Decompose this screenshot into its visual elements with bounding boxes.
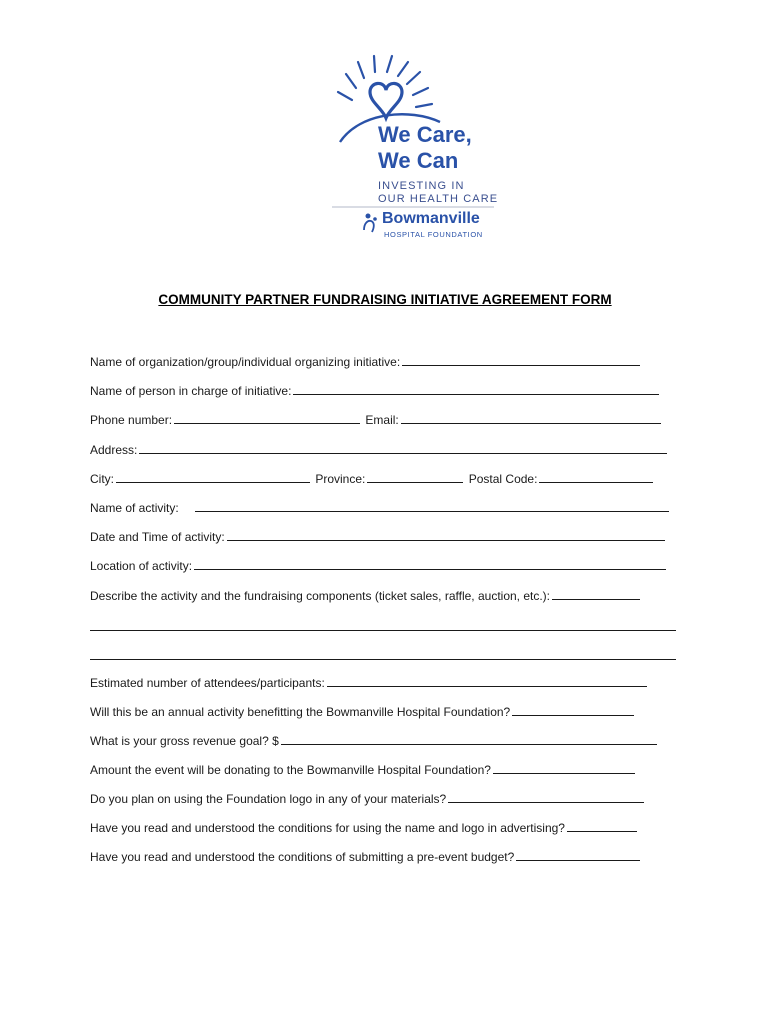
brand-subtitle: HOSPITAL FOUNDATION	[384, 230, 483, 239]
logo-use-input[interactable]	[448, 791, 644, 803]
logo-title-line2: We Can	[378, 148, 459, 173]
logo-tagline2: OUR HEALTH CARE	[378, 193, 499, 205]
field-label: Name of activity:	[90, 501, 179, 515]
brand-name: Bowmanville	[382, 210, 480, 227]
form-title: COMMUNITY PARTNER FUNDRAISING INITIATIVE AGREEMENT FORM	[158, 292, 612, 307]
field-label: Postal Code:	[468, 472, 538, 486]
field-label: Location of activity:	[90, 559, 193, 573]
field-gross-goal	[90, 733, 659, 748]
field-label: Have you read and understood the conditions for using the name and logo in advertising?	[90, 821, 565, 835]
conditions-logo-input[interactable]	[567, 820, 637, 832]
gross-goal-input[interactable]	[281, 733, 657, 745]
field-label: City:	[90, 472, 114, 486]
annual-input[interactable]	[512, 704, 634, 716]
logo-title-line1: We Care,	[378, 122, 472, 147]
org-name-input[interactable]	[402, 354, 640, 366]
field-annual	[90, 704, 636, 719]
field-org-name	[90, 354, 642, 369]
field-activity-name	[90, 500, 671, 515]
address-input[interactable]	[139, 442, 667, 454]
field-label: Address:	[90, 443, 138, 457]
phone-input[interactable]	[174, 412, 360, 424]
field-attendees	[90, 675, 649, 690]
field-label: Estimated number of attendees/participants:	[90, 676, 325, 690]
field-person-in-charge	[90, 383, 661, 398]
field-label: Have you read and understood the conditions of submitting a pre-event budget?	[90, 850, 515, 864]
describe-input-line-2[interactable]	[90, 630, 676, 631]
family-figure-icon	[362, 212, 380, 234]
logo-tagline1: INVESTING IN	[378, 180, 465, 192]
activity-name-input[interactable]	[195, 500, 669, 512]
field-label: Describe the activity and the fundraising components (ticket sales, raffle, auction, etc.):	[90, 589, 551, 603]
city-input[interactable]	[116, 471, 310, 483]
field-date-time	[90, 529, 667, 544]
field-address	[90, 442, 669, 457]
postal-code-input[interactable]	[539, 471, 653, 483]
describe-input-line-3[interactable]	[90, 659, 676, 660]
field-phone-email	[90, 412, 663, 427]
date-time-input[interactable]	[227, 529, 665, 541]
field-donating	[90, 762, 637, 777]
field-city-province-postal	[90, 471, 655, 486]
describe-input[interactable]	[552, 588, 640, 600]
field-label: Name of organization/group/individual organizing initiative:	[90, 355, 401, 369]
field-label: Name of person in charge of initiative:	[90, 384, 292, 398]
foundation-logo	[330, 52, 500, 244]
field-logo-use	[90, 791, 646, 806]
field-label: Do you plan on using the Foundation logo in any of your materials?	[90, 792, 447, 806]
donating-input[interactable]	[493, 762, 635, 774]
field-label: Amount the event will be donating to the Bowmanville Hospital Foundation?	[90, 763, 491, 777]
location-input[interactable]	[194, 558, 666, 570]
field-describe	[90, 588, 642, 603]
field-label: Province:	[315, 472, 366, 486]
field-location	[90, 558, 668, 573]
field-conditions-logo	[90, 820, 639, 835]
field-label: Phone number:	[90, 413, 173, 427]
email-input[interactable]	[401, 412, 661, 424]
attendees-input[interactable]	[327, 675, 647, 687]
person-in-charge-input[interactable]	[293, 383, 659, 395]
field-label: Date and Time of activity:	[90, 530, 225, 544]
field-label: What is your gross revenue goal? $	[90, 734, 279, 748]
province-input[interactable]	[367, 471, 463, 483]
field-conditions-budget	[90, 849, 642, 864]
field-label: Will this be an annual activity benefitting the Bowmanville Hospital Foundation?	[90, 705, 511, 719]
field-label: Email:	[365, 413, 399, 427]
conditions-budget-input[interactable]	[516, 849, 640, 861]
